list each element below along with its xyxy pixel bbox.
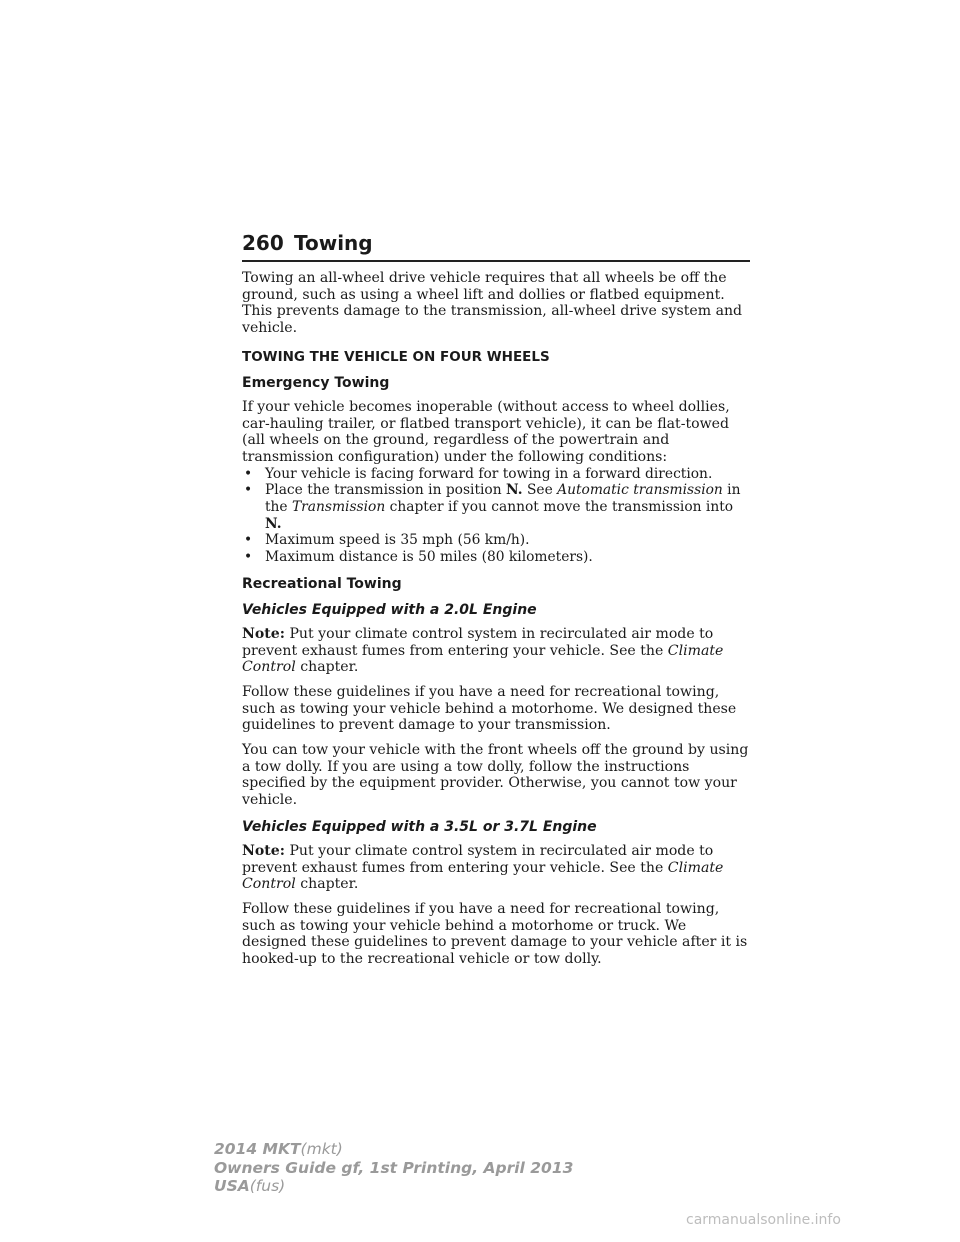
- footer-line: [214, 1177, 573, 1196]
- footer-code: (mkt): [300, 1140, 343, 1158]
- bullet-icon: •: [244, 549, 253, 566]
- list-item-text: See: [522, 482, 558, 499]
- watermark: carmanualsonline.info: [686, 1212, 841, 1228]
- note-text: Put your climate control system in recirculated air mode to prevent exhaust fumes from entering your vehicle. See the: [242, 842, 714, 876]
- header-rule: [242, 260, 750, 262]
- list-item-text: Your vehicle is facing forward for towing in a forward direction.: [265, 465, 713, 482]
- page-number: 260: [242, 231, 284, 255]
- footer-model: 2014 MKT: [214, 1140, 301, 1158]
- footer-code: (fus): [249, 1177, 286, 1195]
- chapter-title: Towing: [294, 231, 373, 255]
- list-item-text: Maximum speed is 35 mph (56 km/h).: [265, 532, 530, 549]
- list-item-text: Place the transmission in position: [265, 482, 507, 499]
- note-label: Note:: [242, 842, 285, 859]
- section-heading-four-wheels: TOWING THE VEHICLE ON FOUR WHEELS: [242, 348, 550, 365]
- emergency-towing-heading: Emergency Towing: [242, 374, 390, 391]
- note-text: Put your climate control system in recirculated air mode to prevent exhaust fumes from entering your vehicle. See the: [242, 625, 714, 659]
- guidelines-paragraph: Follow these guidelines if you have a need for recreational towing, such as towing your vehicle behind a motorhome or truck. We designed these guidelines to prevent damage to your vehicle after it is hooked-up to the recreational vehicle or tow dolly.: [242, 900, 748, 968]
- tow-dolly-paragraph: You can tow your vehicle with the front wheels off the ground by using a tow dolly. If you are using a tow dolly, follow the instructions specified by the equipment provider. Otherwise, you cannot tow your vehicle.: [242, 742, 749, 809]
- page-header: [242, 231, 750, 259]
- footer-line: [214, 1140, 573, 1159]
- note-paragraph: [242, 626, 750, 676]
- gear-position-n: N.: [265, 515, 282, 532]
- list-item-text: chapter if you cannot move the transmission into: [385, 499, 734, 516]
- engine-2-0-heading: Vehicles Equipped with a 2.0L Engine: [242, 601, 537, 618]
- note-text: chapter.: [295, 659, 359, 676]
- cross-reference-chapter: Climate Control: [242, 859, 724, 893]
- footer-line: Owners Guide gf, 1st Printing, April 2013: [214, 1158, 574, 1177]
- print-footer: [214, 1140, 573, 1196]
- cross-reference-chapter: Transmission: [291, 499, 386, 516]
- bullet-icon: •: [244, 482, 253, 499]
- conditions-list: [242, 466, 750, 566]
- guidelines-paragraph: Follow these guidelines if you have a need for recreational towing, such as towing your vehicle behind a motorhome. We designed these guidelines to prevent damage to your transmission.: [242, 683, 737, 734]
- cross-reference: Automatic transmission: [557, 482, 723, 499]
- page-content: [242, 270, 750, 976]
- emergency-towing-paragraph: If your vehicle becomes inoperable (without access to wheel dollies, car-hauling trailer, or flatbed transport vehicle), it can be flat-towed (all wheels on the ground, regardless of the powertrain and transmission configuration) under the following conditions:: [242, 398, 730, 465]
- list-item: [242, 466, 750, 483]
- footer-market: USA: [214, 1177, 250, 1195]
- intro-paragraph: Towing an all-wheel drive vehicle requires that all wheels be off the ground, such as using a wheel lift and dollies or flatbed equipment. This prevents damage to the transmission, all-wheel drive system and vehicle.: [242, 270, 743, 337]
- list-item-text: Maximum distance is 50 miles (80 kilometers).: [265, 549, 593, 566]
- list-item: [242, 482, 750, 532]
- bullet-icon: •: [244, 532, 253, 549]
- list-item-text: in the: [265, 482, 741, 516]
- recreational-towing-heading: Recreational Towing: [242, 575, 402, 592]
- list-item: [242, 532, 750, 549]
- note-text: chapter.: [295, 876, 359, 893]
- engine-3-5-3-7-heading: Vehicles Equipped with a 3.5L or 3.7L Engine: [242, 818, 597, 835]
- cross-reference-chapter: Climate Control: [242, 642, 724, 676]
- bullet-icon: •: [244, 465, 253, 482]
- gear-position-n: N.: [506, 482, 523, 499]
- note-paragraph: [242, 843, 750, 893]
- note-label: Note:: [242, 625, 285, 642]
- list-item: [242, 549, 750, 566]
